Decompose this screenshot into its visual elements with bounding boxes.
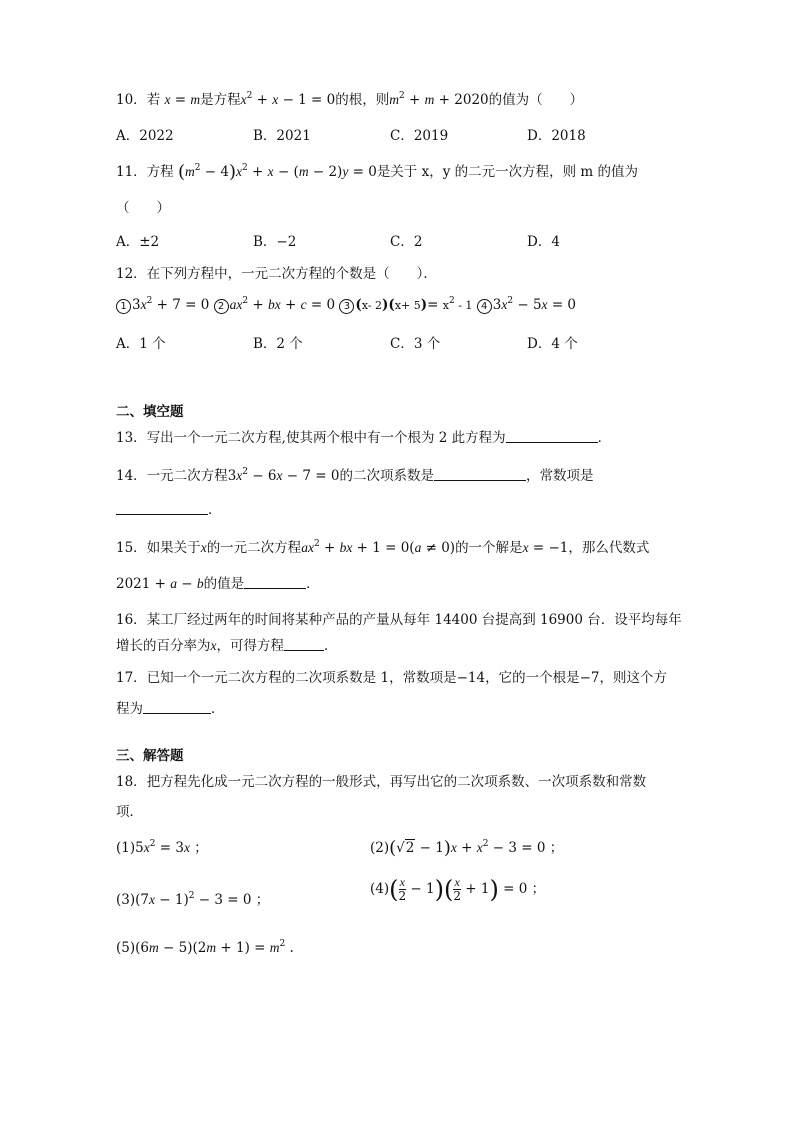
q10-option-d[interactable]: D．2018 xyxy=(527,128,586,144)
answer-blank[interactable] xyxy=(244,576,306,589)
question-11: 11．方程 $(m^2 - 4)x^2 + x - (m - 2)y = 0$是关于 x，y 的二元一次方程，则 m 的值为 xyxy=(116,161,639,183)
q10-option-a[interactable]: A．2022 xyxy=(116,128,174,144)
answer-blank[interactable] xyxy=(284,638,324,651)
question-15-line2: 2021 + a − b的值是 ． xyxy=(116,576,320,592)
question-15: 15．如果关于x的一元二次方程$ax^2$ + bx + 1 = 0(a ≠ 0)的一个解是x = −1，那么代数式 xyxy=(116,539,650,556)
q12-option-c[interactable]: C．3 个 xyxy=(390,336,441,352)
q11-option-b[interactable]: B．−2 xyxy=(253,234,297,250)
q10-option-b[interactable]: B．2021 xyxy=(253,128,311,144)
question-14-line2: ． xyxy=(116,498,222,518)
question-18: 18．把方程先化成一元二次方程的一般形式，再写出它的二次项系数、一次项系数和常数 xyxy=(116,774,647,790)
question-17: 17．已知一个一元二次方程的二次项系数是 1，常数项是−14，它的一个根是−7，则这个方 xyxy=(116,670,667,686)
question-16-line2: 增长的百分率为x，可得方程 ． xyxy=(116,638,338,654)
circled-number: 1 xyxy=(116,299,131,314)
q11-option-a[interactable]: A．±2 xyxy=(116,234,160,250)
question-17-line2: 程为 ． xyxy=(116,701,225,717)
circled-number: 4 xyxy=(477,299,492,314)
q18-part-1: $(1)5x^2 = 3x$ ； xyxy=(116,839,208,856)
q18-part-4: (4)( $\frac{x}{2}$ − 1)( $\frac{x}{2}$ + 1) = 0 ； xyxy=(370,875,546,904)
q11-option-c[interactable]: C．2 xyxy=(390,234,423,250)
q18-part-2: $(2)(√2 - 1)x + x^2 - 3 = 0$ ； xyxy=(370,837,564,859)
answer-blank[interactable] xyxy=(143,701,211,714)
question-10: 10．若 x = m是方程$x^2 + x - 1 = 0$的根，则$m^2 + m + 2020$的值为（ ） xyxy=(116,91,584,108)
question-13: 13．写出一个一元二次方程,使其两个根中有一个根为 2 此方程为 ． xyxy=(116,430,612,446)
q11-option-d[interactable]: D．4 xyxy=(527,234,560,250)
circled-number: 2 xyxy=(214,299,229,314)
answer-blank[interactable] xyxy=(116,502,208,515)
q12-option-b[interactable]: B．2 个 xyxy=(253,336,303,352)
q18-part-3: $(3)(7x - 1)^2 - 3 = 0$ ； xyxy=(116,891,270,908)
question-18-line2: 项． xyxy=(116,804,143,820)
question-12: 12．在下列方程中，一元二次方程的个数是（ ）． xyxy=(116,266,437,282)
question-16: 16．某工厂经过两年的时间将某种产品的产量从每年 14400 台提高到 16900 台．设平均每年 xyxy=(116,612,682,628)
section-solve-heading: 三、解答题 xyxy=(116,748,184,764)
answer-blank[interactable] xyxy=(434,468,526,481)
q12-option-a[interactable]: A．1 个 xyxy=(116,336,166,352)
q12-option-d[interactable]: D．4 个 xyxy=(527,336,578,352)
section-fill-in-heading: 二、填空题 xyxy=(116,404,184,420)
q11-answer-paren: （ ） xyxy=(116,200,170,216)
circled-number: 3 xyxy=(339,299,354,314)
question-14: 14．一元二次方程$3x^2 - 6x - 7 = 0$的二次项系数是 ，常数项是 xyxy=(116,467,594,484)
q10-option-c[interactable]: C．2019 xyxy=(390,128,449,144)
q18-part-5: $(5)(6m - 5)(2m + 1) = m^2$ . xyxy=(116,939,294,956)
answer-blank[interactable] xyxy=(506,430,598,443)
q12-equation-list: 1 $3x^2 + 7 = 0$ 2 $ax^2$ + bx + c = 0 3 (x- $2)(x+ 5)= x^2 - 1$ 4 $3x^2 - 5x = 0$ xyxy=(116,297,576,314)
